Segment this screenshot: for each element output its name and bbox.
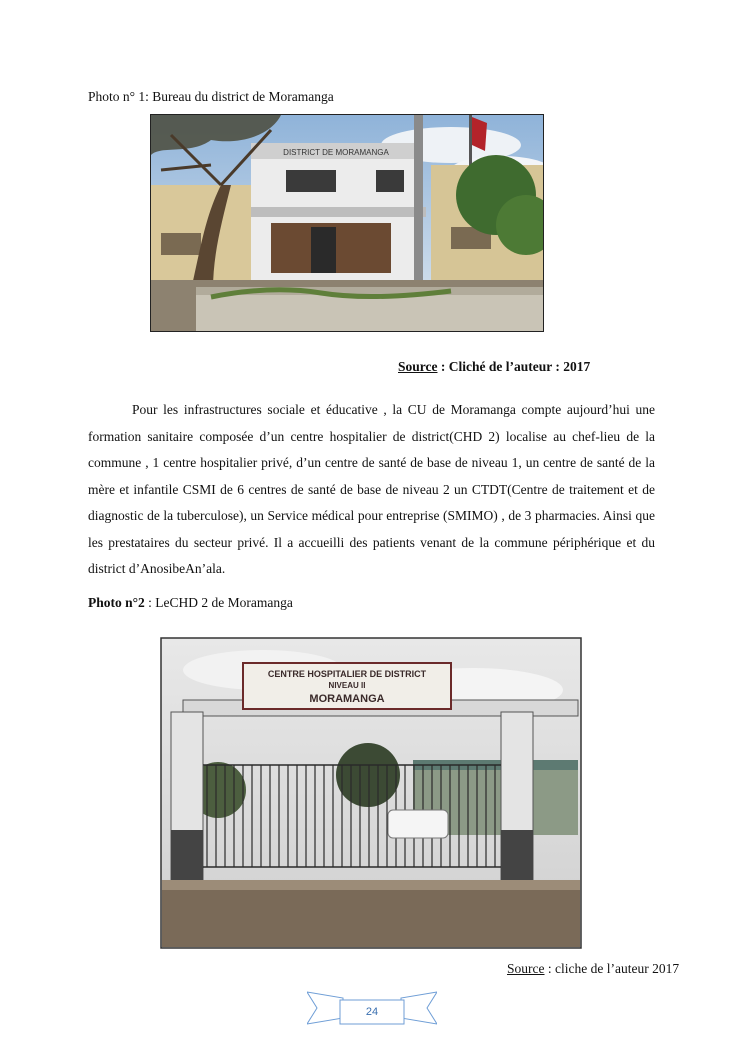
photo2-image — [143, 630, 593, 952]
building-sign: DISTRICT DE MORAMANGA — [283, 148, 389, 157]
page-number: 24 — [365, 1006, 379, 1018]
gate-sign-line1: CENTRE HOSPITALIER DE DISTRICT — [267, 669, 427, 679]
photo2-source — [507, 960, 679, 978]
body-paragraph: Pour les infrastructures sociale et éducative , la CU de Moramanga compte aujourd’hui une formation sanitaire composée d’un centre hospitalier de district(CHD 2) localise au chef-lieu de la commune , 1 centre hospitalier privé, d’un centre de santé de base de niveau 1, un centre de santé de la mère et infantile CSMI de 6 centres de santé de base de niveau 2 un CTDT(Centre de traitement et de diagnostic de la tuberculose), un Service médical pour entreprise (SMIMO) , de 3 pharmacies. Ainsi que les prestataires du secteur privé. Il a accueilli des patients venant de la commune périphérique et du district d’AnosibeAn’ala. — [88, 402, 655, 576]
photo2-caption-label: Photo n°2 — [88, 595, 145, 610]
photo2-source-label: Source — [507, 961, 545, 976]
photo2-caption — [88, 594, 293, 612]
photo2-source-text: : cliche de l’auteur 2017 — [544, 961, 680, 976]
photo2-caption-text: : LeCHD 2 de Moramanga — [144, 595, 293, 610]
hospital-gate-photo — [143, 630, 593, 952]
photo1-image — [150, 114, 544, 332]
photo1-source-text: : Cliché de l’auteur : 2017 — [437, 359, 591, 374]
gate-sign-line3: MORAMANGA — [309, 693, 385, 705]
photo1-caption: Photo n° 1: Bureau du district de Moramanga — [88, 89, 334, 104]
district-office-photo — [151, 115, 544, 332]
gate-sign-line2: NIVEAU II — [328, 681, 366, 690]
photo1-source — [398, 358, 590, 376]
photo1-source-label: Source — [398, 359, 438, 374]
